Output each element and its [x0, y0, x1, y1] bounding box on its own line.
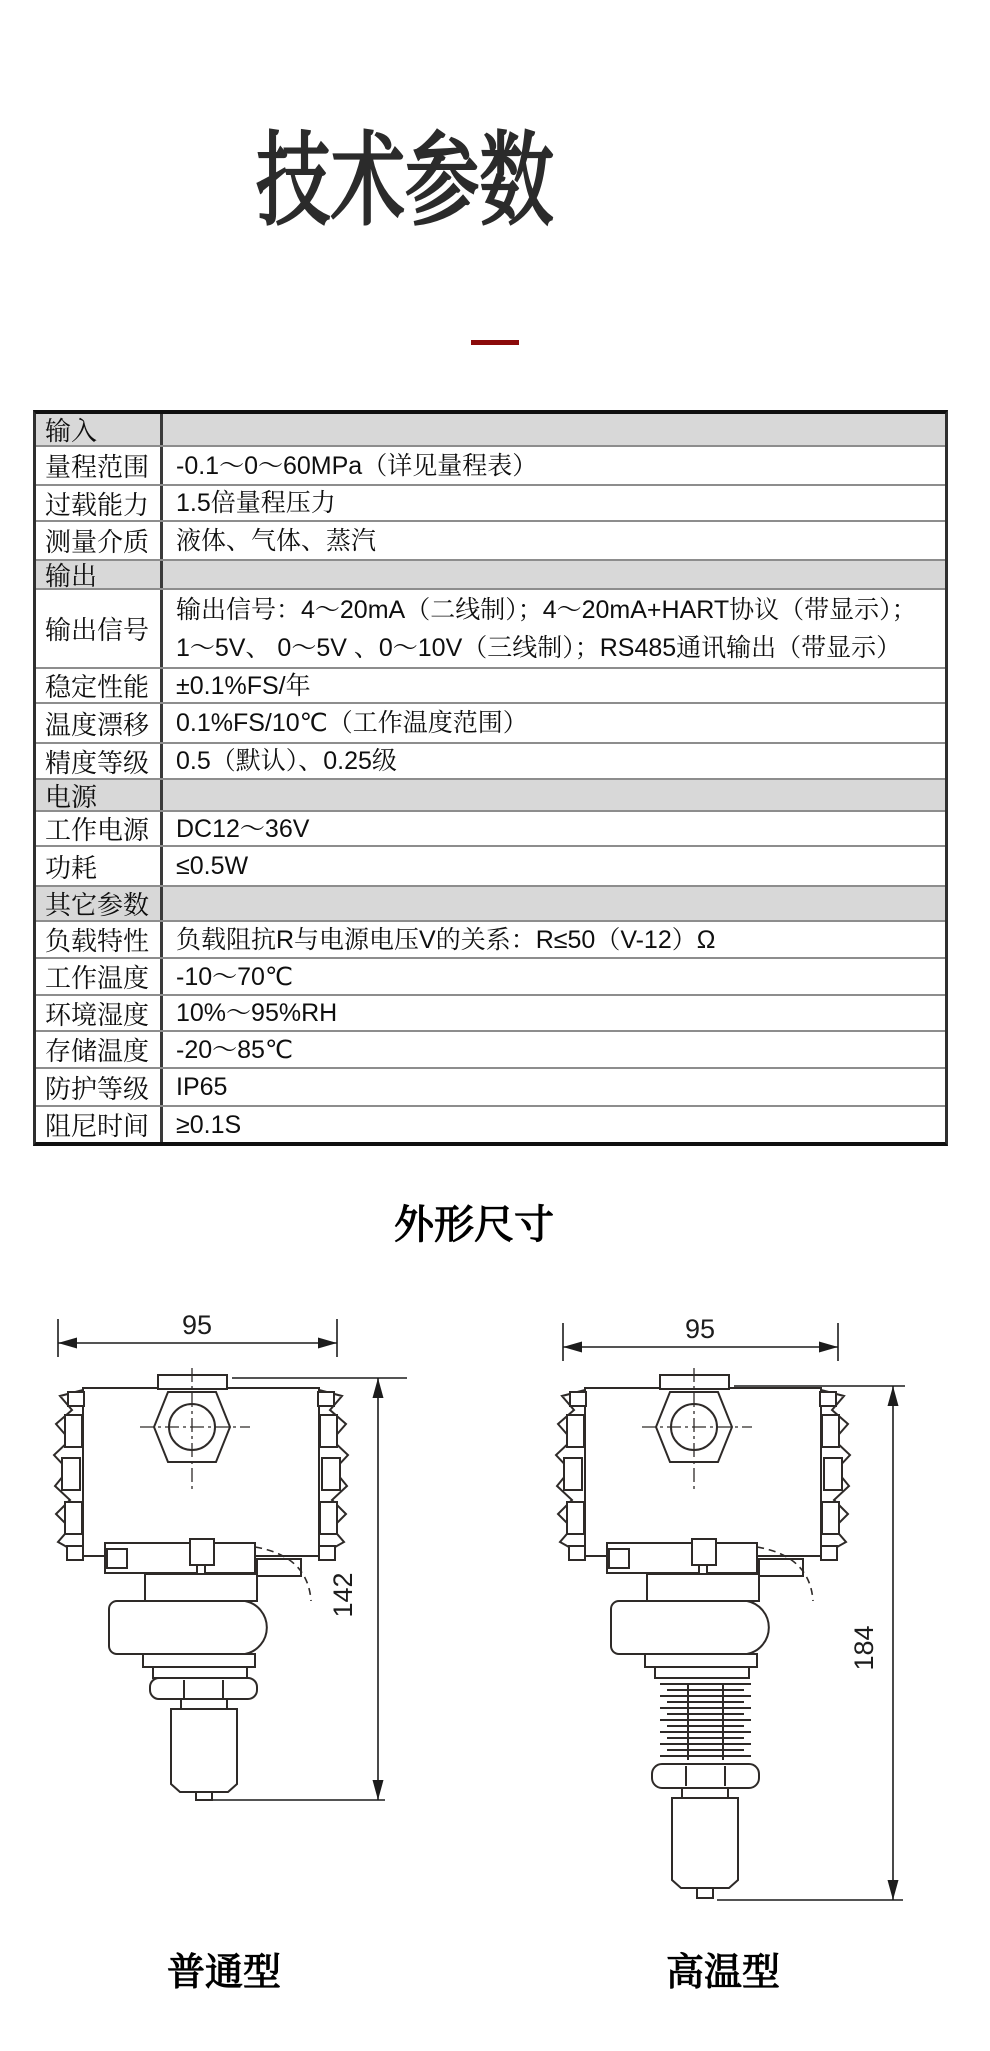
row-value: ±0.1%FS/年: [176, 671, 311, 700]
table-row: [36, 744, 945, 780]
process-connection: [150, 1678, 257, 1800]
width-dim-label: 95: [181, 1310, 213, 1340]
row-label: 量程范围: [36, 447, 163, 484]
row-value: DC12～36V: [176, 814, 310, 843]
height-dim-label: 142: [328, 1572, 358, 1618]
flange: [143, 1654, 255, 1667]
table-row: [36, 812, 945, 847]
row-value: 0.1%FS/10℃（工作温度范围）: [176, 709, 528, 737]
table-row: [36, 414, 945, 447]
table-row: [36, 486, 945, 522]
row-label: 电源: [36, 780, 163, 810]
caption-high-temp-type: 高温型: [666, 1952, 781, 1994]
sensor-body: [109, 1601, 267, 1654]
row-value: ≤0.5W: [176, 852, 249, 880]
transmitter-housing: [54, 1368, 348, 1678]
row-label: 输出: [36, 561, 163, 588]
row-label: 阻尼时间: [36, 1107, 163, 1142]
caption-normal-type: 普通型: [167, 1952, 282, 1994]
row-label: 存储温度: [36, 1032, 163, 1067]
row-value: 10%～95%RH: [176, 999, 338, 1027]
width-dim-label: 95: [684, 1314, 716, 1344]
row-label: 防护等级: [36, 1069, 163, 1105]
transmitter-housing: [556, 1368, 850, 1678]
table-row: [36, 1032, 945, 1069]
table-row: [36, 669, 945, 704]
table-row: [36, 847, 945, 887]
radiator-fins: [660, 1684, 751, 1760]
width-dimension: [563, 1314, 838, 1361]
row-label: 工作电源: [36, 812, 163, 845]
row-value: [163, 887, 945, 920]
table-row: [36, 922, 945, 959]
row-value: 负载阻抗R与电源电压V的关系：R≤50（V-12）Ω: [176, 925, 716, 954]
table-row: [36, 996, 945, 1032]
row-label: 输出信号: [36, 590, 163, 667]
page-title: 技术参数: [256, 124, 554, 238]
row-label: 温度漂移: [36, 704, 163, 742]
row-value: [163, 780, 945, 810]
row-label: 测量介质: [36, 522, 163, 559]
table-row: [36, 959, 945, 996]
spec-table: [33, 410, 948, 1146]
width-dimension: [58, 1310, 337, 1357]
height-dim-label: 184: [849, 1625, 879, 1671]
table-row: [36, 447, 945, 486]
row-value: -10～70℃: [176, 962, 294, 991]
row-label: 功耗: [36, 847, 163, 885]
row-value: IP65: [176, 1073, 228, 1101]
row-value: 液体、气体、蒸汽: [176, 526, 377, 555]
table-row: [36, 887, 945, 922]
row-value: [163, 561, 945, 588]
row-label: 负载特性: [36, 922, 163, 957]
table-row: [36, 561, 945, 590]
row-label: 稳定性能: [36, 669, 163, 702]
table-row: [36, 522, 945, 561]
row-label: 工作温度: [36, 959, 163, 994]
row-label: 过载能力: [36, 486, 163, 520]
table-row: [36, 1069, 945, 1107]
row-value: -20～85℃: [176, 1035, 294, 1064]
row-label: 输入: [36, 414, 163, 445]
dimensions-heading: 外形尺寸: [394, 1203, 554, 1247]
table-row: [36, 1107, 945, 1142]
row-value: -0.1～0～60MPa（详见量程表）: [176, 451, 538, 480]
row-value: ≥0.1S: [176, 1110, 242, 1139]
drawing-high-temp-type: [545, 1308, 923, 1908]
row-label: 环境湿度: [36, 996, 163, 1030]
row-value: 0.5（默认）、0.25级: [176, 747, 397, 775]
row-label: 其它参数: [36, 887, 163, 920]
row-value: [163, 414, 945, 445]
row-label: 精度等级: [36, 744, 163, 778]
process-connection: [652, 1764, 759, 1898]
row-value: 输出信号：4～20mA（二线制）；4～20mA+HART协议（带显示）； 1～5V、 0～5V 、0～10V（三线制）；RS485通讯输出（带显示）: [176, 595, 917, 662]
accent-dash: [471, 340, 519, 345]
drawing-normal-type: [40, 1310, 415, 1810]
table-row: [36, 780, 945, 812]
row-value: 1.5倍量程压力: [176, 489, 336, 517]
table-row: [36, 704, 945, 744]
table-row: [36, 590, 945, 669]
sensor-neck: [145, 1574, 257, 1601]
